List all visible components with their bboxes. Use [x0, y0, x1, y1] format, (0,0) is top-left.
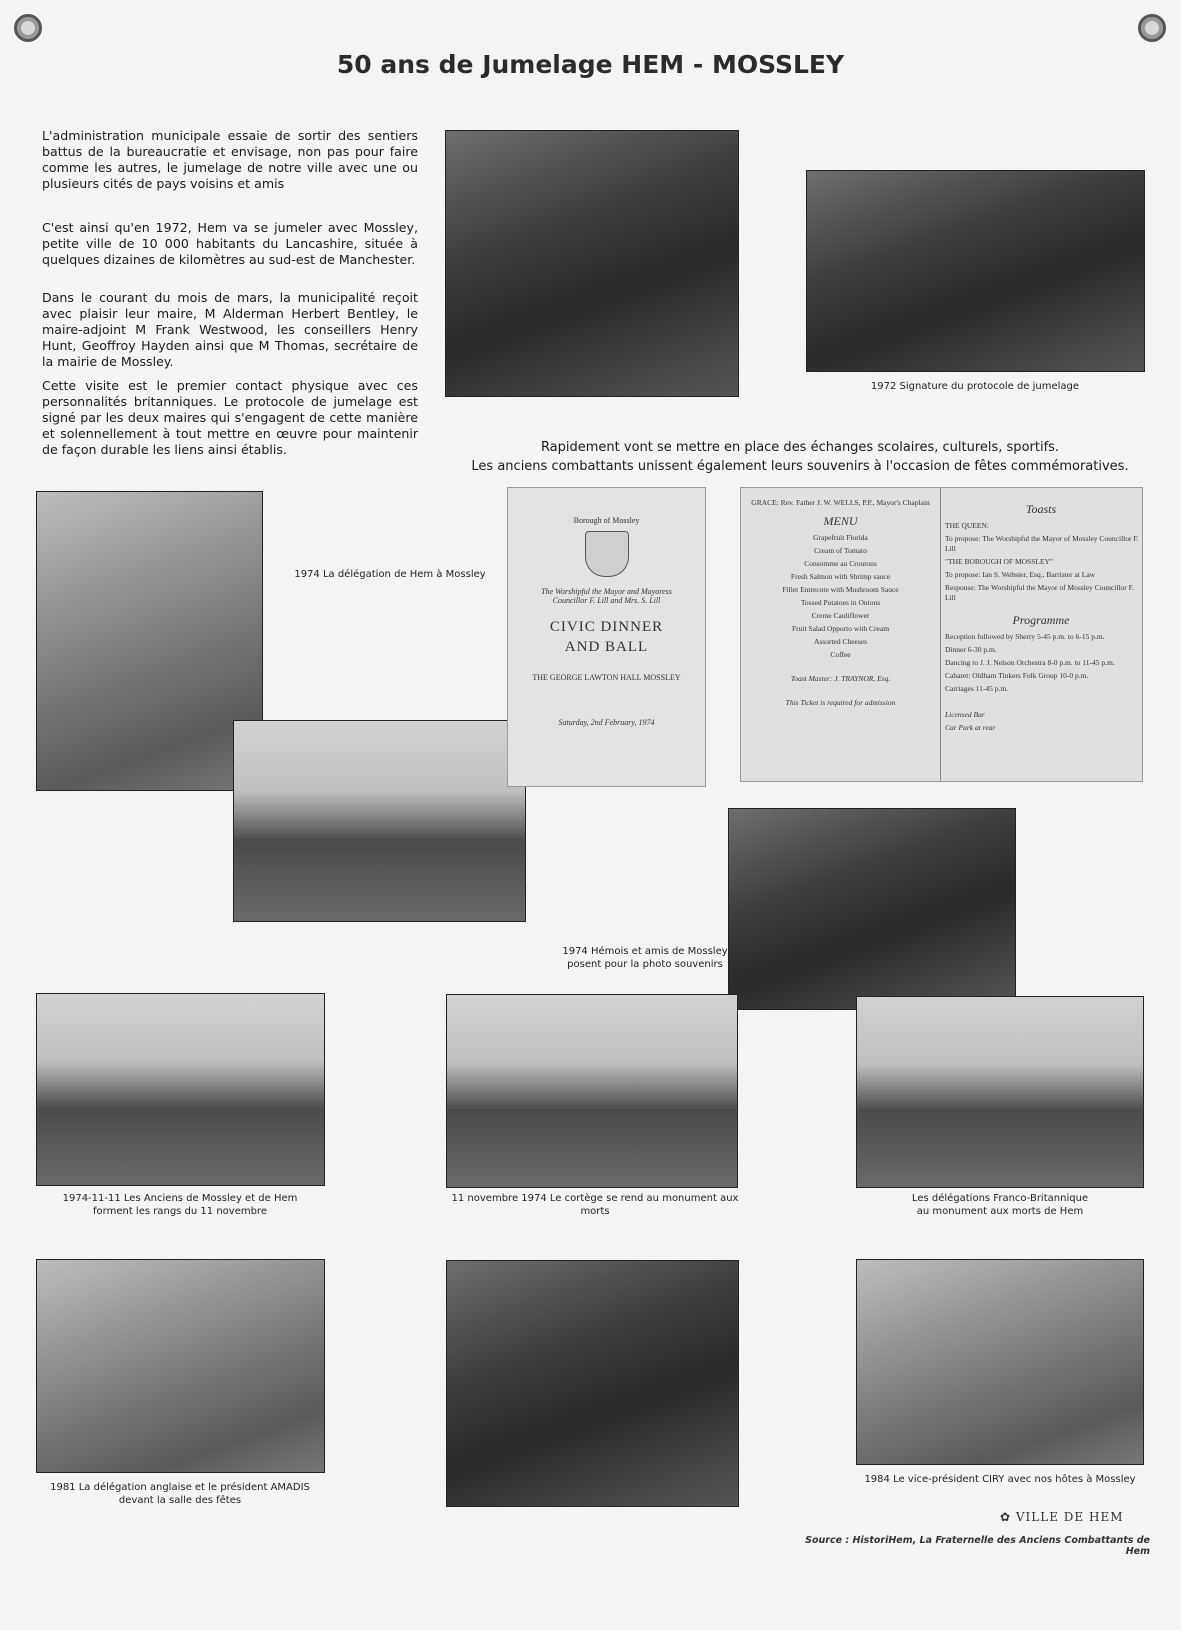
caption-nov-a-1: 1974-11-11 Les Anciens de Mossley et de Hem: [62, 1193, 298, 1204]
toast-item-1: To propose: The Worshipful the Mayor of Mossley Councillor F. Lill: [945, 534, 1139, 553]
photo-1972-mayors: [445, 130, 739, 397]
menu-item-9: Coffee: [830, 650, 851, 659]
programme-item-2: Dancing to J. J. Nelson Orchestra 8-0 p.m. to 11-45 p.m.: [945, 658, 1115, 667]
thumbtack-icon-left: [14, 14, 42, 42]
exchanges-text-2: Les anciens combattants unissent également leurs souvenirs à l'occasion de fêtes commémoratives.: [471, 459, 1129, 474]
menu-grace: GRACE: Rev. Father J. W. WELLS, P.P., Mayor's Chaplain: [751, 498, 930, 507]
invitation-event-1: CIVIC DINNER: [549, 619, 664, 635]
programme-item-3: Cabaret: Oldham Tinkers Folk Group 10-0 p.m.: [945, 671, 1089, 680]
toast-item-4: Response: The Worshipful the Mayor of Mossley Councillor F. Lill: [945, 583, 1135, 602]
logo-text: VILLE DE HEM: [1015, 1510, 1124, 1524]
caption-nov-b: 11 novembre 1974 Le cortège se rend au monument aux morts: [451, 1193, 739, 1217]
caption-delegation-1974: 1974 La délégation de Hem à Mossley: [294, 569, 486, 580]
page-title: 50 ans de Jumelage HEM - MOSSLEY: [336, 50, 845, 79]
intro-paragraph-1: L'administration municipale essaie de sortir des sentiers battus de la bureaucratie et envisage, non pas pour faire comme les autres, le jumelage de notre ville avec une ou plusieurs cités de pays voisins et amis: [42, 128, 418, 191]
photo-1984-ciry: [856, 1259, 1144, 1465]
menu-car-park: Car Park at rear: [945, 723, 996, 732]
intro-paragraph-4: Cette visite est le premier contact physique avec ces personnalités britanniques. Le protocole de jumelage est signé par les deux maires qui s'engagent de cette manière et solennellement à tout mettre en œuvre pour maintenir de façon durable les liens ainsi établis.: [42, 378, 418, 457]
menu-item-1: Cream of Tomato: [814, 546, 867, 555]
menu-item-2: Consomme au Croutons: [804, 559, 877, 568]
toasts-heading: Toasts: [1025, 502, 1057, 516]
toast-item-3: To propose: Ian S. Webster, Esq., Barrister at Law: [945, 570, 1096, 579]
caption-franco-1: Les délégations Franco-Britannique: [911, 1193, 1089, 1204]
menu-item-8: Assorted Cheeses: [813, 637, 868, 646]
toast-item-2: "THE BOROUGH OF MOSSLEY": [945, 557, 1054, 566]
menu-item-3: Fresh Salmon with Shrimp sauce: [790, 572, 891, 581]
menu-item-5: Tossed Potatoes in Onions: [800, 598, 881, 607]
photo-1974-group-souvenir: [728, 808, 1016, 1010]
menu-ticket: This Ticket is required for admission: [785, 698, 896, 707]
programme-item-0: Reception followed by Sherry 5-45 p.m. to 6-15 p.m.: [945, 632, 1105, 641]
caption-hemois-2: posent pour la photo souvenirs: [567, 959, 723, 970]
source-credit: Source : HistoriHem, La Fraternelle des Anciens Combattants de Hem: [805, 1535, 1150, 1557]
menu-item-7: Fruit Salad Opporto with Cream: [791, 624, 890, 633]
menu-heading: MENU: [823, 514, 858, 528]
caption-franco-2: au monument aux morts de Hem: [916, 1206, 1084, 1217]
invitation-date: Saturday, 2nd February, 1974: [558, 718, 655, 727]
caption-hemois-1: 1974 Hémois et amis de Mossley: [562, 946, 728, 957]
caption-ciry: 1984 Le vice-président CIRY avec nos hôtes à Mossley: [864, 1474, 1136, 1485]
intro-paragraph-2: C'est ainsi qu'en 1972, Hem va se jumeler avec Mossley, petite ville de 10 000 habitants du Lancashire, située à quelques dizaines de kilomètres au sud-est de Manchester.: [42, 220, 418, 267]
photo-1974-cortege: [446, 994, 738, 1188]
photo-1974-delegation-portrait: [36, 491, 263, 791]
menu-item-4: Fillet Entrecote with Mushroom Sauce: [782, 585, 899, 594]
photo-1972-signature: [806, 170, 1145, 372]
photo-1974-11-11-ranks: [36, 993, 325, 1186]
menu-item-6: Creme Cauliflower: [811, 611, 870, 620]
programme-heading: Programme: [1012, 613, 1070, 627]
programme-item-4: Carriages 11-45 p.m.: [945, 684, 1009, 693]
menu-licensed-bar: Licensed Bar: [945, 710, 985, 719]
photo-handshake-mayors: [446, 1260, 739, 1507]
menu-item-0: Grapefruit Florida: [813, 533, 868, 542]
ville-de-hem-logo: [1000, 1510, 1124, 1524]
caption-nov-a-2: forment les rangs du 11 novembre: [93, 1206, 267, 1217]
exchanges-text-1: Rapidement vont se mettre en place des échanges scolaires, culturels, sportifs.: [540, 440, 1060, 455]
photo-franco-british-monument: [856, 996, 1144, 1188]
invitation-hosts-2: Councillor F. Lill and Mrs. S. Lill: [552, 596, 661, 605]
logo-icon: ✿: [1000, 1510, 1012, 1524]
photo-1981-amadis: [36, 1259, 325, 1473]
intro-paragraph-3: Dans le courant du mois de mars, la municipalité reçoit avec plaisir leur maire, M Alderman Herbert Bentley, le maire-adjoint M Frank Westwood, les conseillers Henry Hunt, Geoffroy Hayden ainsi que M Thomas, secrétaire de la mairie de Mossley.: [42, 290, 418, 369]
borough-crest-icon: [585, 531, 629, 577]
caption-amadis-1: 1981 La délégation anglaise et le président AMADIS: [50, 1482, 310, 1493]
toast-item-0: THE QUEEN:: [945, 521, 989, 530]
menu-toast-master: Toast Master: J. TRAYNOR, Esq.: [790, 674, 891, 683]
civic-dinner-invitation: [507, 487, 706, 787]
programme-item-1: Dinner 6-30 p.m.: [945, 645, 997, 654]
thumbtack-icon-right: [1138, 14, 1166, 42]
photo-1974-delegation-street: [233, 720, 526, 922]
invitation-borough: Borough of Mossley: [573, 516, 640, 525]
invitation-venue: THE GEORGE LAWTON HALL MOSSLEY: [532, 673, 681, 682]
invitation-event-2: AND BALL: [564, 639, 649, 655]
dinner-menu-card: [740, 487, 1143, 782]
caption-signature: 1972 Signature du protocole de jumelage: [870, 381, 1080, 392]
caption-amadis-2: devant la salle des fêtes: [118, 1495, 242, 1506]
invitation-hosts-1: The Worshipful the Mayor and Mayoress: [541, 587, 672, 596]
